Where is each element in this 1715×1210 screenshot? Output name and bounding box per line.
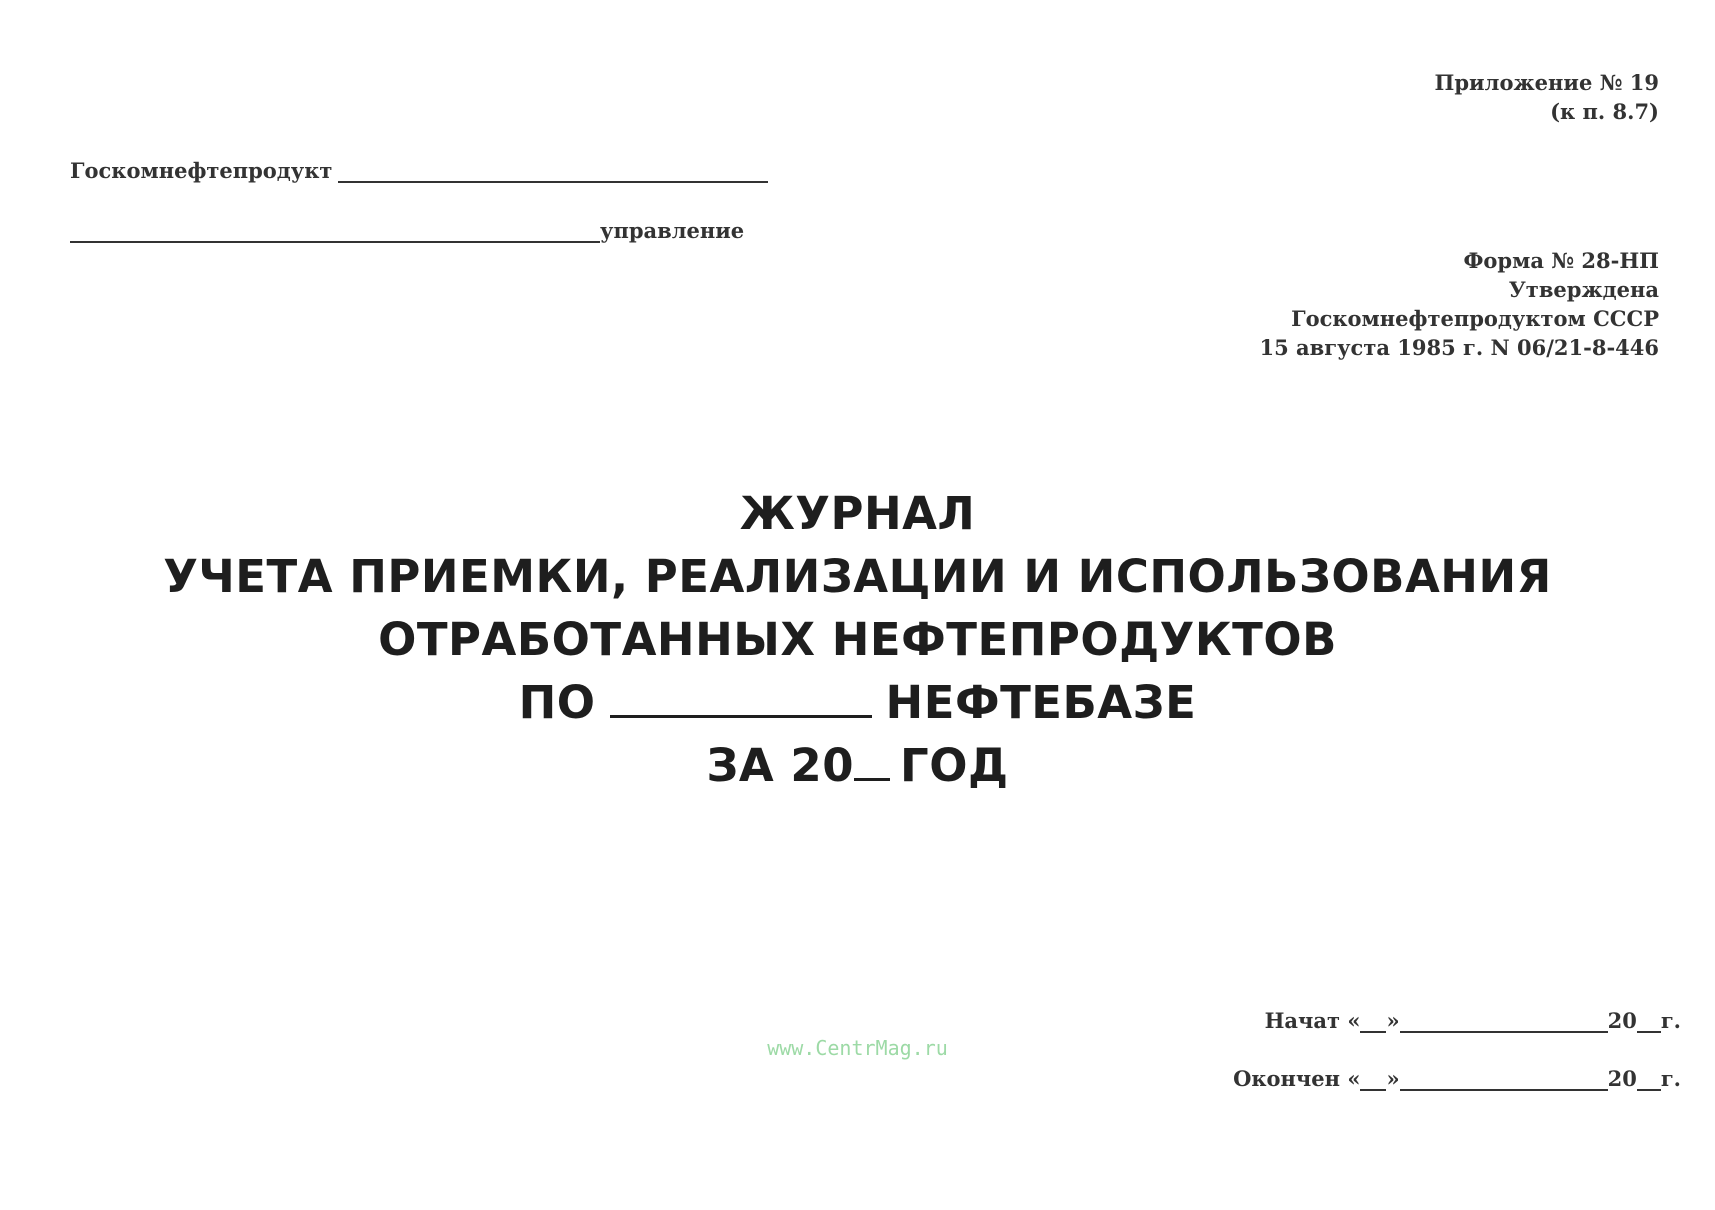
finished-month-blank — [1400, 1069, 1608, 1091]
appendix-reference — [1435, 68, 1659, 126]
appendix-number: Приложение № 19 — [1434, 70, 1659, 95]
finished-date-line — [1233, 1066, 1681, 1091]
started-quote-close: » — [1386, 1008, 1400, 1033]
document-title — [0, 482, 1715, 797]
appendix-clause: (к п. 8.7) — [1550, 99, 1659, 124]
department-blank — [70, 221, 600, 243]
started-year-prefix: 20 — [1607, 1008, 1637, 1033]
title-line-3: ОТРАБОТАННЫХ НЕФТЕПРОДУКТОВ — [378, 613, 1337, 666]
form-approved: Утверждена — [1508, 277, 1659, 302]
started-year-blank — [1637, 1011, 1661, 1033]
organization-label: Госкомнефтепродукт — [70, 158, 333, 183]
title-line-1: ЖУРНАЛ — [739, 487, 976, 540]
form-approval-date: 15 августа 1985 г. N 06/21-8-446 — [1259, 335, 1659, 360]
title-line-5-prefix: ЗА 20 — [706, 739, 855, 792]
form-approval-block — [1259, 246, 1659, 362]
finished-label: Окончен « — [1233, 1066, 1361, 1091]
finished-year-prefix: 20 — [1607, 1066, 1637, 1091]
started-day-blank — [1360, 1011, 1386, 1033]
finished-year-blank — [1637, 1069, 1661, 1091]
form-number: Форма № 28-НП — [1463, 248, 1659, 273]
finished-day-blank — [1360, 1069, 1386, 1091]
finished-quote-close: » — [1386, 1066, 1400, 1091]
organization-line — [70, 158, 768, 183]
oil-depot-blank — [610, 675, 872, 718]
department-label: управление — [600, 218, 745, 243]
title-line-4-prefix: ПО — [518, 676, 596, 729]
started-label: Начат « — [1264, 1008, 1361, 1033]
title-line-5-suffix: ГОД — [900, 739, 1009, 792]
organization-blank — [338, 161, 768, 183]
year-blank — [854, 738, 890, 781]
title-line-4 — [0, 671, 1715, 734]
department-line — [70, 218, 744, 243]
finished-year-suffix: г. — [1660, 1066, 1681, 1091]
started-month-blank — [1400, 1011, 1608, 1033]
started-year-suffix: г. — [1660, 1008, 1681, 1033]
title-line-2: УЧЕТА ПРИЕМКИ, РЕАЛИЗАЦИИ И ИСПОЛЬЗОВАНИЯ — [163, 550, 1552, 603]
started-date-line — [1265, 1008, 1681, 1033]
watermark-text: www.CentrMag.ru — [767, 1036, 948, 1060]
form-approved-by: Госкомнефтепродуктом СССР — [1291, 306, 1659, 331]
title-line-5 — [0, 734, 1715, 797]
title-line-4-suffix: НЕФТЕБАЗЕ — [885, 676, 1197, 729]
